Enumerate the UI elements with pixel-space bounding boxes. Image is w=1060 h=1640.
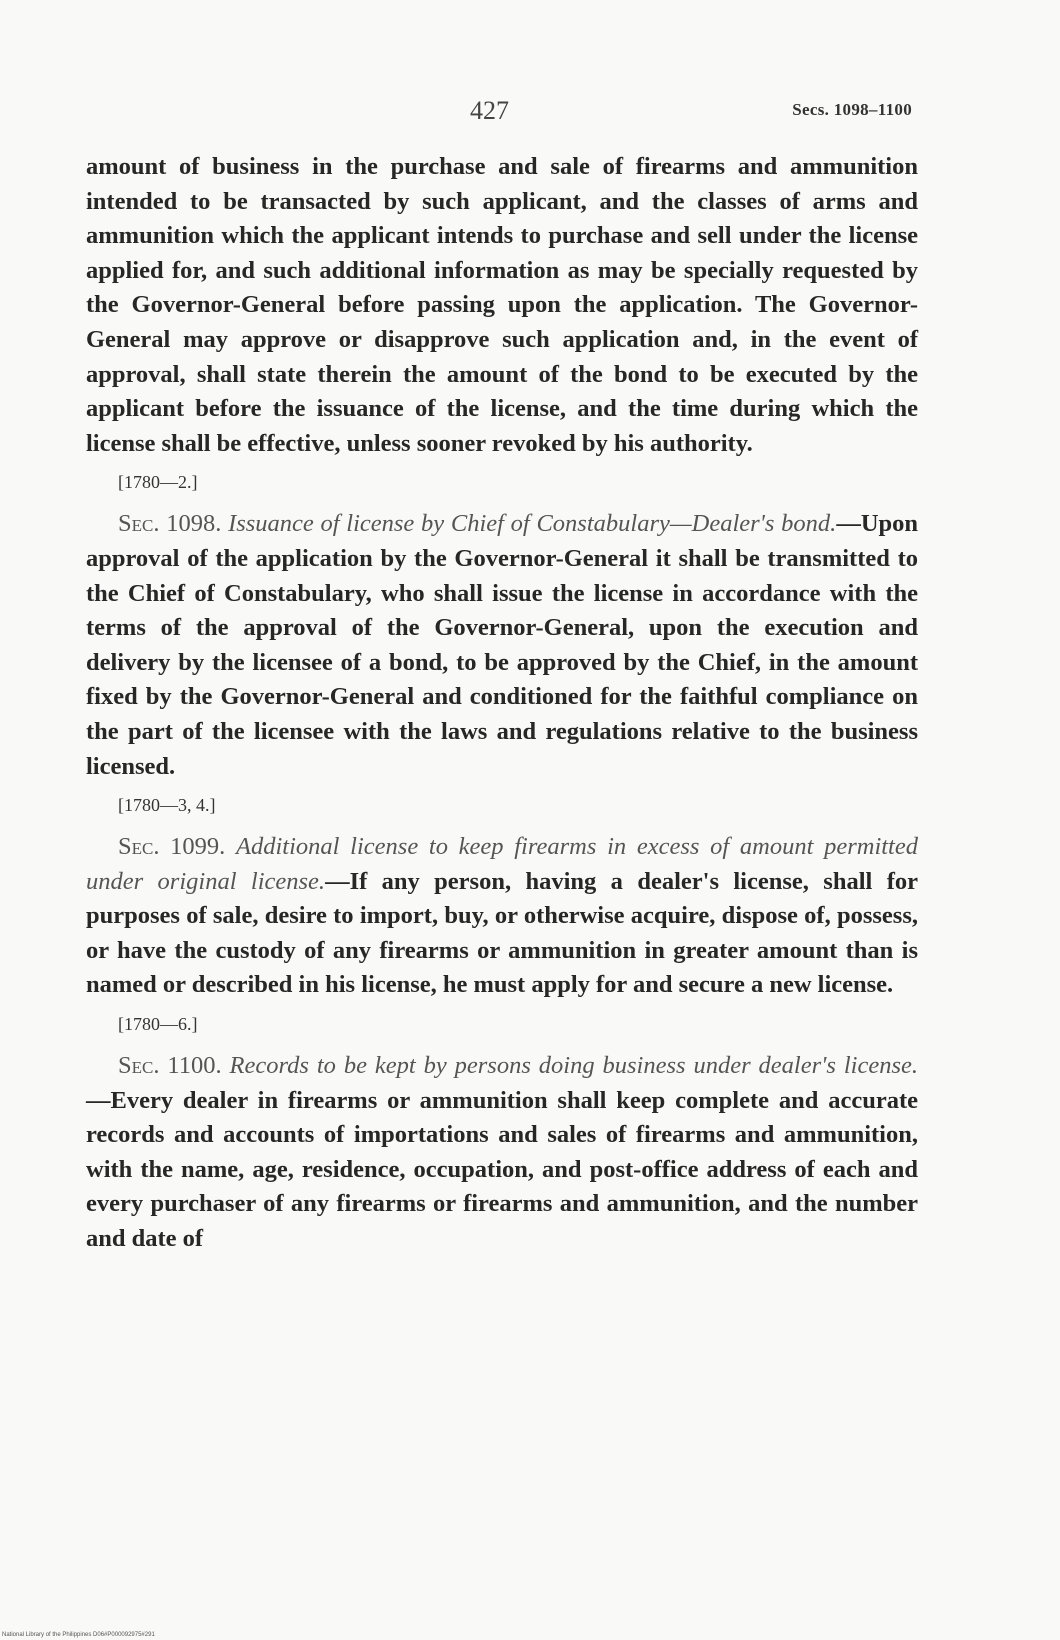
section-title: Additional license to keep firearms in excess of amount permitted under original license. (86, 833, 918, 895)
section-text: —If any person, having a dealer's license, shall for purposes of sale, desire to import, buy, or otherwise acquire, dispose of, possess, or have the custody of any firearms or ammunition in greater amount than is named or described in his license, he must apply for and secure a new license. (86, 867, 918, 999)
section-text: —Upon approval of the application by the Governor-General it shall be transmitted to the Chief of Constabulary, who shall issue the license in accordance with the terms of the approval of the Governor-General, upon the execution and delivery by the licensee of a bond, to be approved by the Chief, in the amount fixed by the Governor-General and conditioned for the faithful compliance on the part of the licensee with the laws and regulations relative to the business licensed. (86, 510, 919, 780)
source-citation: [1780—3, 4.] (118, 795, 216, 816)
section-label: Sec. 1100. (118, 1052, 222, 1080)
section-text: —Every dealer in firearms or ammunition shall keep complete and accurate records and accounts of importations and sales of firearms and ammunition, with the name, age, residence, occupation, and post-office address of each and every purchaser of any firearms or firearms and ammunition, and the number and date of (86, 1086, 918, 1253)
source-citation: [1780—2.] (118, 472, 198, 493)
page-body (86, 150, 918, 1257)
section-1098 (86, 507, 918, 784)
section-label: Sec. 1099. (118, 833, 226, 861)
library-footer: National Library of the Philippines D06#P000092975#291 (2, 1632, 155, 1638)
page-header (0, 96, 1060, 136)
section-1100 (86, 1049, 918, 1257)
page-number: 427 (470, 96, 509, 125)
section-1099 (86, 830, 918, 1003)
source-citation: [1780—6.] (118, 1014, 198, 1035)
section-title: Records to be kept by persons doing business under dealer's license. (229, 1052, 918, 1080)
section-range: Secs. 1098–1100 (792, 100, 912, 119)
paragraph-text: amount of business in the purchase and sale of firearms and ammunition intended to be transacted by such applicant, and the classes of arms and ammunition which the applicant intends to purchase and sell under the license applied for, and such additional information as may be specially requested by the Governor-General before passing upon the application. The Governor-General may approve or disapprove such application and, in the event of approval, shall state therein the amount of the bond to be executed by the applicant before the issuance of the license, and the time during which the license shall be effective, unless sooner revoked by his authority. (86, 153, 918, 457)
section-title: Issuance of license by Chief of Constabulary—Dealer's bond. (228, 510, 837, 538)
continued-paragraph (86, 150, 918, 461)
section-label: Sec. 1098. (118, 510, 222, 538)
